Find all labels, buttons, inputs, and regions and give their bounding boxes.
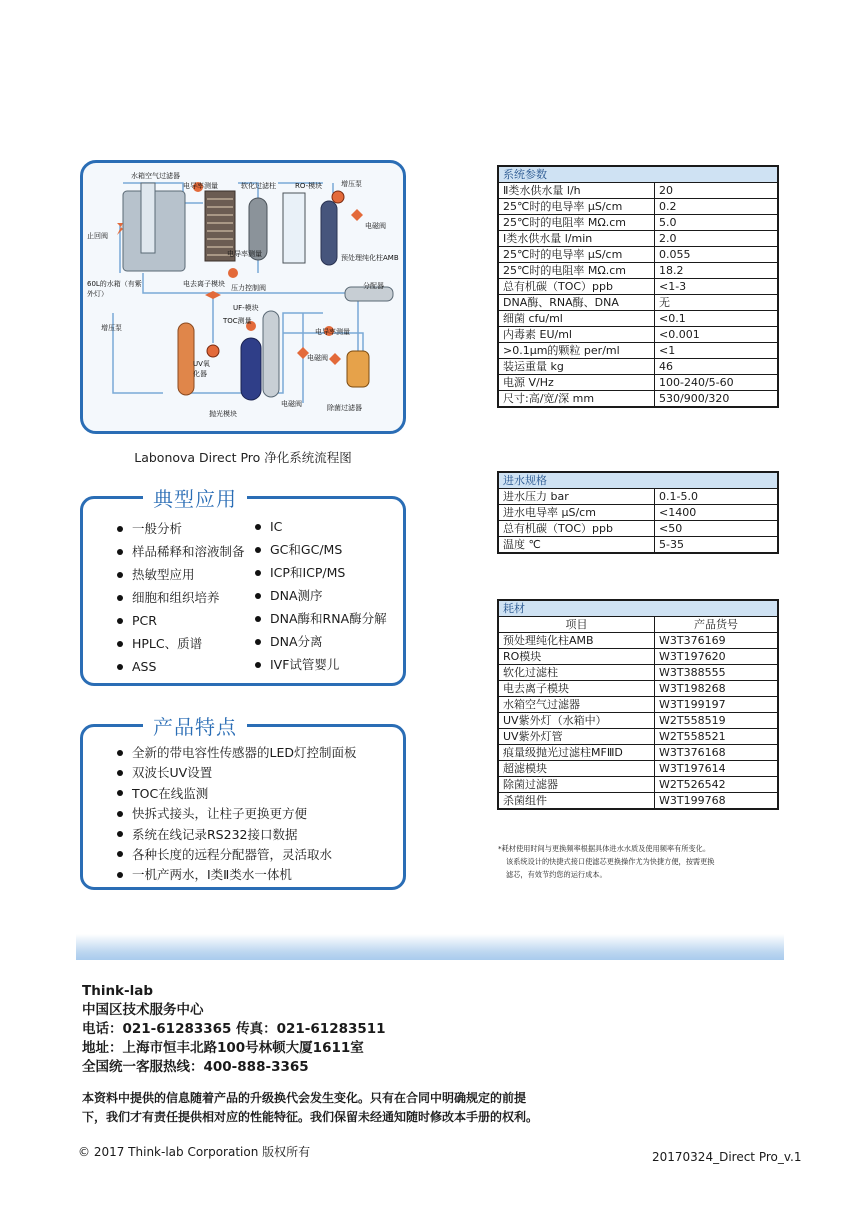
list-item: DNA酶和RNA酶分解 (255, 607, 387, 630)
list-item: IVF试管婴儿 (255, 653, 387, 676)
table-row: 杀菌组件 W3T199768 (498, 793, 778, 810)
label-uf: UF-模块 (233, 304, 259, 312)
features-list (117, 743, 357, 886)
table-row: UV紫外灯管 W2T558521 (498, 729, 778, 745)
features-title: 产品特点 (143, 711, 247, 740)
feedwater-title: 进水规格 (498, 472, 778, 489)
copyright: © 2017 Think-lab Corporation 版权所有 (78, 1145, 311, 1159)
label-conductivity-1: 电导率测量 (183, 182, 218, 190)
bullet-icon (117, 851, 123, 857)
contact-block (82, 982, 386, 1077)
table-row: DNA酶、RNA酶、DNA 无 (498, 295, 778, 311)
label-conductivity-2: 电导率测量 (227, 250, 262, 258)
label-solenoid-3: 电磁阀 (281, 400, 302, 408)
list-item: PCR (117, 609, 245, 632)
table-row: 电去离子模块 W3T198268 (498, 681, 778, 697)
label-air-filter: 水箱空气过滤器 (131, 172, 180, 180)
bullet-icon (255, 524, 261, 530)
table-row: 25℃时的电阻率 MΩ.cm 5.0 (498, 215, 778, 231)
table-row: 总有机碳（TOC）ppb <50 (498, 521, 778, 537)
bullet-icon (117, 641, 123, 647)
bullet-icon (117, 750, 123, 756)
list-item: 一般分析 (117, 517, 245, 540)
list-item: IC (255, 515, 387, 538)
table-header-row: 项目 产品货号 (498, 617, 778, 633)
list-item: HPLC、质谱 (117, 632, 245, 655)
flow-diagram (80, 160, 406, 434)
list-item: 双波长UV设置 (117, 763, 357, 783)
company-name: Think-lab (82, 983, 154, 999)
applications-list-left (117, 517, 245, 678)
bullet-icon (117, 549, 123, 555)
table-row: 软化过滤柱 W3T388555 (498, 665, 778, 681)
bullet-icon (255, 593, 261, 599)
table-row: 电源 V/Hz 100-240/5-60 (498, 375, 778, 391)
table-row: 25℃时的电阻率 MΩ.cm 18.2 (498, 263, 778, 279)
table-row: 25℃时的电导率 μS/cm 0.055 (498, 247, 778, 263)
label-stop-valve: 止回阀 (87, 232, 108, 240)
bullet-icon (117, 770, 123, 776)
phone-fax: 电话：021-61283365 传真：021-61283511 (82, 1021, 386, 1037)
list-item: 一机产两水，Ⅰ类Ⅱ类水一体机 (117, 865, 357, 885)
table-row: UV紫外灯（水箱中） W2T558519 (498, 713, 778, 729)
table-row: 水箱空气过滤器 W3T199197 (498, 697, 778, 713)
table-row: 进水压力 bar 0.1-5.0 (498, 489, 778, 505)
address: 地址：上海市恒丰北路100号林顿大厦1611室 (82, 1040, 364, 1056)
bullet-icon (117, 872, 123, 878)
applications-title: 典型应用 (143, 483, 247, 512)
list-item: 各种长度的远程分配器管，灵活取水 (117, 845, 357, 865)
label-polish: 抛光模块 (209, 410, 237, 418)
label-tank: 60L的水箱（有紫外灯） (87, 280, 142, 298)
table-row: 超滤模块 W3T197614 (498, 761, 778, 777)
label-solenoid-2: 电磁阀 (307, 354, 328, 362)
bullet-icon (255, 616, 261, 622)
table-row: 除菌过滤器 W2T526542 (498, 777, 778, 793)
label-ro: RO-模块 (295, 182, 323, 190)
label-dispenser: 分配器 (363, 282, 384, 290)
label-softener: 软化过滤柱 (241, 182, 276, 190)
table-row: 总有机碳（TOC）ppb <1-3 (498, 279, 778, 295)
bullet-icon (117, 595, 123, 601)
list-item: DNA分离 (255, 630, 387, 653)
label-uv: UV氧化器 (193, 360, 210, 378)
diagram-caption: Labonova Direct Pro 净化系统流程图 (134, 450, 352, 465)
label-booster-pump-2: 增压泵 (101, 324, 122, 332)
label-pretreat: 预处理纯化柱AMB (341, 254, 399, 262)
specs-title: 系统参数 (498, 166, 778, 183)
list-item: 热敏型应用 (117, 563, 245, 586)
table-row: 内毒素 EU/ml <0.001 (498, 327, 778, 343)
label-edi: 电去离子模块 (183, 280, 225, 288)
list-item: 系统在线记录RS232接口数据 (117, 825, 357, 845)
feedwater-table (497, 471, 779, 554)
bullet-icon (117, 572, 123, 578)
bullet-icon (117, 790, 123, 796)
list-item: ICP和ICP/MS (255, 561, 387, 584)
label-pressure-valve: 压力控制阀 (231, 284, 266, 292)
version-code: 20170324_Direct Pro_v.1 (652, 1150, 802, 1164)
bullet-icon (255, 570, 261, 576)
list-item: TOC在线监测 (117, 784, 357, 804)
list-item: 快拆式接头，让柱子更换更方便 (117, 804, 357, 824)
list-item: 细胞和组织培养 (117, 586, 245, 609)
footer-band (76, 934, 784, 960)
label-booster-pump-1: 增压泵 (341, 180, 362, 188)
table-row: 进水电导率 μS/cm <1400 (498, 505, 778, 521)
bullet-icon (117, 526, 123, 532)
table-row: 温度 ℃ 5-35 (498, 537, 778, 554)
list-item: DNA测序 (255, 584, 387, 607)
bullet-icon (117, 618, 123, 624)
label-toc: TOC测量 (223, 317, 252, 325)
table-row: RO模块 W3T197620 (498, 649, 778, 665)
list-item: 全新的带电容性传感器的LED灯控制面板 (117, 743, 357, 763)
bullet-icon (255, 662, 261, 668)
bullet-icon (117, 831, 123, 837)
bullet-icon (117, 664, 123, 670)
table-row: Ⅰ类水供水量 l/min 2.0 (498, 231, 778, 247)
consumables-note: *耗材使用时间与更换频率根据具体进水水质及使用频率有所变化。 该系统设计的快捷式接口使滤芯更换操作尤为快捷方便，按需更换 滤芯，有效节约您的运行成本。 (498, 844, 715, 879)
label-solenoid-1: 电磁阀 (365, 222, 386, 230)
label-sterile-filter: 除菌过滤器 (327, 404, 362, 412)
table-row: 尺寸:高/宽/深 mm 530/900/320 (498, 391, 778, 408)
list-item: GC和GC/MS (255, 538, 387, 561)
list-item: 样品稀释和溶液制备 (117, 540, 245, 563)
consumables-table (497, 599, 779, 810)
applications-list-right (255, 515, 387, 676)
table-row: 痕量级抛光过滤柱MFⅢD W3T376168 (498, 745, 778, 761)
table-row: 预处理纯化柱AMB W3T376169 (498, 633, 778, 649)
consumables-title: 耗材 (498, 600, 778, 617)
applications-section (80, 487, 406, 686)
label-conductivity-3: 电导率测量 (315, 328, 350, 336)
service-center: 中国区技术服务中心 (82, 1002, 204, 1018)
bullet-icon (117, 811, 123, 817)
features-section (80, 715, 406, 890)
specs-table (497, 165, 779, 408)
list-item: ASS (117, 655, 245, 678)
bullet-icon (255, 639, 261, 645)
table-row: Ⅱ类水供水量 l/h 20 (498, 183, 778, 199)
table-row: >0.1μm的颗粒 per/ml <1 (498, 343, 778, 359)
table-row: 细菌 cfu/ml <0.1 (498, 311, 778, 327)
disclaimer: 本资料中提供的信息随着产品的升级换代会发生变化。只有在合同中明确规定的前提 下，我们才有责任提供相对应的性能特征。我们保留未经通知随时修改本手册的权利。 (82, 1091, 539, 1124)
bullet-icon (255, 547, 261, 553)
hotline: 全国统一客服热线：400-888-3365 (82, 1059, 309, 1075)
table-row: 装运重量 kg 46 (498, 359, 778, 375)
table-row: 25℃时的电导率 μS/cm 0.2 (498, 199, 778, 215)
